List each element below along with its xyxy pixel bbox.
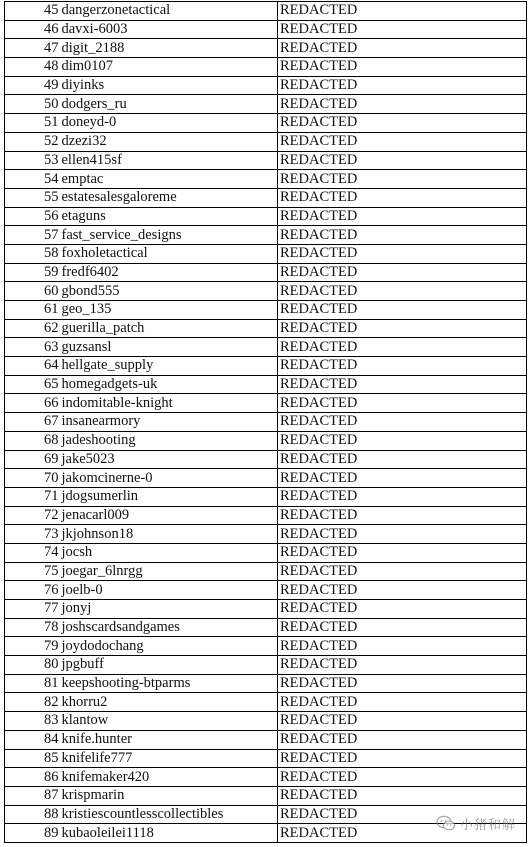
redacted-cell: REDACTED bbox=[278, 188, 527, 207]
row-number: 71 bbox=[5, 487, 61, 506]
username-cell: jonyj bbox=[61, 600, 278, 619]
row-number: 60 bbox=[5, 282, 61, 301]
row-number: 52 bbox=[5, 132, 61, 151]
redacted-cell: REDACTED bbox=[278, 749, 527, 768]
table-row bbox=[5, 469, 527, 488]
row-number: 45 bbox=[5, 2, 61, 21]
username-cell: fredf6402 bbox=[61, 263, 278, 282]
username-cell: joelb-0 bbox=[61, 581, 278, 600]
row-number: 62 bbox=[5, 319, 61, 338]
table-row bbox=[5, 487, 527, 506]
table-row bbox=[5, 525, 527, 544]
row-number: 48 bbox=[5, 58, 61, 77]
username-cell: fast_service_designs bbox=[61, 226, 278, 245]
redacted-cell: REDACTED bbox=[278, 357, 527, 376]
username-cell: emptac bbox=[61, 170, 278, 189]
redacted-cell: REDACTED bbox=[278, 170, 527, 189]
redacted-cell: REDACTED bbox=[278, 226, 527, 245]
row-number: 53 bbox=[5, 151, 61, 170]
watermark bbox=[436, 814, 516, 833]
table-row bbox=[5, 39, 527, 58]
row-number: 82 bbox=[5, 693, 61, 712]
username-cell: hellgate_supply bbox=[61, 357, 278, 376]
redacted-cell: REDACTED bbox=[278, 58, 527, 77]
username-cell: keepshooting-btparms bbox=[61, 674, 278, 693]
wechat-icon bbox=[436, 815, 456, 832]
row-number: 75 bbox=[5, 562, 61, 581]
username-cell: dim0107 bbox=[61, 58, 278, 77]
redacted-cell: REDACTED bbox=[278, 20, 527, 39]
redacted-cell: REDACTED bbox=[278, 581, 527, 600]
row-number: 59 bbox=[5, 263, 61, 282]
redacted-cell: REDACTED bbox=[278, 712, 527, 731]
redacted-cell: REDACTED bbox=[278, 207, 527, 226]
table-row bbox=[5, 95, 527, 114]
redacted-cell: REDACTED bbox=[278, 656, 527, 675]
row-number: 74 bbox=[5, 543, 61, 562]
table-row bbox=[5, 543, 527, 562]
redacted-cell: REDACTED bbox=[278, 487, 527, 506]
row-number: 47 bbox=[5, 39, 61, 58]
redacted-cell: REDACTED bbox=[278, 301, 527, 320]
redacted-cell: REDACTED bbox=[278, 413, 527, 432]
table-row bbox=[5, 226, 527, 245]
row-number: 56 bbox=[5, 207, 61, 226]
table-row bbox=[5, 188, 527, 207]
username-cell: gbond555 bbox=[61, 282, 278, 301]
table-row bbox=[5, 394, 527, 413]
username-cell: guerilla_patch bbox=[61, 319, 278, 338]
redacted-cell: REDACTED bbox=[278, 375, 527, 394]
row-number: 78 bbox=[5, 618, 61, 637]
row-number: 85 bbox=[5, 749, 61, 768]
row-number: 63 bbox=[5, 338, 61, 357]
table-row bbox=[5, 58, 527, 77]
username-cell: insanearmory bbox=[61, 413, 278, 432]
table-row bbox=[5, 674, 527, 693]
table-row bbox=[5, 693, 527, 712]
row-number: 55 bbox=[5, 188, 61, 207]
table-row bbox=[5, 263, 527, 282]
username-cell: joshscardsandgames bbox=[61, 618, 278, 637]
username-cell: joydodochang bbox=[61, 637, 278, 656]
redacted-cell: REDACTED bbox=[278, 786, 527, 805]
table-row bbox=[5, 786, 527, 805]
redacted-cell: REDACTED bbox=[278, 562, 527, 581]
row-number: 70 bbox=[5, 469, 61, 488]
table-row bbox=[5, 712, 527, 731]
row-number: 61 bbox=[5, 301, 61, 320]
row-number: 72 bbox=[5, 506, 61, 525]
redacted-cell: REDACTED bbox=[278, 76, 527, 95]
redacted-cell: REDACTED bbox=[278, 132, 527, 151]
row-number: 65 bbox=[5, 375, 61, 394]
table-row bbox=[5, 151, 527, 170]
username-cell: diyinks bbox=[61, 76, 278, 95]
row-number: 57 bbox=[5, 226, 61, 245]
row-number: 73 bbox=[5, 525, 61, 544]
redacted-cell: REDACTED bbox=[278, 618, 527, 637]
username-cell: digit_2188 bbox=[61, 39, 278, 58]
username-cell: davxi-6003 bbox=[61, 20, 278, 39]
table-row bbox=[5, 301, 527, 320]
redacted-cell: REDACTED bbox=[278, 450, 527, 469]
row-number: 88 bbox=[5, 805, 61, 824]
table-row bbox=[5, 20, 527, 39]
table-row bbox=[5, 132, 527, 151]
row-number: 58 bbox=[5, 244, 61, 263]
row-number: 54 bbox=[5, 170, 61, 189]
redacted-cell: REDACTED bbox=[278, 263, 527, 282]
table-row bbox=[5, 656, 527, 675]
username-cell: geo_135 bbox=[61, 301, 278, 320]
username-cell: doneyd-0 bbox=[61, 114, 278, 133]
row-number: 89 bbox=[5, 824, 61, 843]
table-row bbox=[5, 450, 527, 469]
table-row bbox=[5, 338, 527, 357]
username-cell: foxholetactical bbox=[61, 244, 278, 263]
table-row bbox=[5, 357, 527, 376]
row-number: 80 bbox=[5, 656, 61, 675]
username-cell: klantow bbox=[61, 712, 278, 731]
table-row bbox=[5, 506, 527, 525]
table-row bbox=[5, 2, 527, 21]
redacted-cell: REDACTED bbox=[278, 338, 527, 357]
table-row bbox=[5, 282, 527, 301]
redacted-cell: REDACTED bbox=[278, 600, 527, 619]
username-cell: jkjohnson18 bbox=[61, 525, 278, 544]
username-cell: jenacarl009 bbox=[61, 506, 278, 525]
username-cell: estatesalesgaloreme bbox=[61, 188, 278, 207]
row-number: 84 bbox=[5, 730, 61, 749]
row-number: 76 bbox=[5, 581, 61, 600]
username-cell: guzsansl bbox=[61, 338, 278, 357]
username-cell: knifemaker420 bbox=[61, 768, 278, 787]
row-number: 77 bbox=[5, 600, 61, 619]
username-cell: indomitable-knight bbox=[61, 394, 278, 413]
table-row bbox=[5, 618, 527, 637]
redacted-cell: REDACTED bbox=[278, 431, 527, 450]
redacted-cell: REDACTED bbox=[278, 95, 527, 114]
row-number: 49 bbox=[5, 76, 61, 95]
redacted-cell: REDACTED bbox=[278, 768, 527, 787]
username-cell: knife.hunter bbox=[61, 730, 278, 749]
table-row bbox=[5, 114, 527, 133]
table-row bbox=[5, 749, 527, 768]
username-cell: dodgers_ru bbox=[61, 95, 278, 114]
table-row bbox=[5, 562, 527, 581]
username-cell: dzezi32 bbox=[61, 132, 278, 151]
username-cell: ellen415sf bbox=[61, 151, 278, 170]
username-cell: joegar_6lnrgg bbox=[61, 562, 278, 581]
table-row bbox=[5, 170, 527, 189]
username-cell: etaguns bbox=[61, 207, 278, 226]
table-row bbox=[5, 244, 527, 263]
table-row bbox=[5, 413, 527, 432]
row-number: 83 bbox=[5, 712, 61, 731]
row-number: 46 bbox=[5, 20, 61, 39]
redacted-cell: REDACTED bbox=[278, 319, 527, 338]
redacted-cell: REDACTED bbox=[278, 674, 527, 693]
redacted-cell: REDACTED bbox=[278, 525, 527, 544]
username-cell: kubaoleilei1118 bbox=[61, 824, 278, 843]
row-number: 66 bbox=[5, 394, 61, 413]
redacted-cell: REDACTED bbox=[278, 824, 527, 843]
username-cell: krispmarin bbox=[61, 786, 278, 805]
redacted-cell: REDACTED bbox=[278, 543, 527, 562]
redacted-cell: REDACTED bbox=[278, 506, 527, 525]
table-row bbox=[5, 600, 527, 619]
username-cell: jocsh bbox=[61, 543, 278, 562]
username-cell: kristiescountlesscollectibles bbox=[61, 805, 278, 824]
redacted-cell: REDACTED bbox=[278, 469, 527, 488]
row-number: 64 bbox=[5, 357, 61, 376]
watermark-text: 小猪和解 bbox=[459, 818, 516, 833]
row-number: 68 bbox=[5, 431, 61, 450]
redacted-cell: REDACTED bbox=[278, 693, 527, 712]
username-cell: homegadgets-uk bbox=[61, 375, 278, 394]
table-row bbox=[5, 319, 527, 338]
redacted-cell: REDACTED bbox=[278, 282, 527, 301]
row-number: 50 bbox=[5, 95, 61, 114]
seller-table-body bbox=[5, 2, 527, 843]
table-row bbox=[5, 76, 527, 95]
row-number: 87 bbox=[5, 786, 61, 805]
username-cell: jadeshooting bbox=[61, 431, 278, 450]
row-number: 86 bbox=[5, 768, 61, 787]
redacted-cell: REDACTED bbox=[278, 39, 527, 58]
table-row bbox=[5, 730, 527, 749]
row-number: 79 bbox=[5, 637, 61, 656]
table-row bbox=[5, 207, 527, 226]
username-cell: dangerzonetactical bbox=[61, 2, 278, 21]
redacted-cell: REDACTED bbox=[278, 805, 527, 824]
username-cell: khorru2 bbox=[61, 693, 278, 712]
table-row bbox=[5, 768, 527, 787]
redacted-cell: REDACTED bbox=[278, 637, 527, 656]
table-row bbox=[5, 637, 527, 656]
table-row bbox=[5, 375, 527, 394]
username-cell: knifelife777 bbox=[61, 749, 278, 768]
redacted-cell: REDACTED bbox=[278, 244, 527, 263]
username-cell: jdogsumerlin bbox=[61, 487, 278, 506]
username-cell: jpgbuff bbox=[61, 656, 278, 675]
table-row bbox=[5, 581, 527, 600]
redacted-cell: REDACTED bbox=[278, 114, 527, 133]
table-row bbox=[5, 431, 527, 450]
username-cell: jake5023 bbox=[61, 450, 278, 469]
username-cell: jakomcinerne-0 bbox=[61, 469, 278, 488]
redacted-cell: REDACTED bbox=[278, 730, 527, 749]
row-number: 81 bbox=[5, 674, 61, 693]
redacted-cell: REDACTED bbox=[278, 2, 527, 21]
row-number: 69 bbox=[5, 450, 61, 469]
row-number: 67 bbox=[5, 413, 61, 432]
seller-table bbox=[4, 1, 527, 843]
redacted-cell: REDACTED bbox=[278, 394, 527, 413]
row-number: 51 bbox=[5, 114, 61, 133]
redacted-cell: REDACTED bbox=[278, 151, 527, 170]
